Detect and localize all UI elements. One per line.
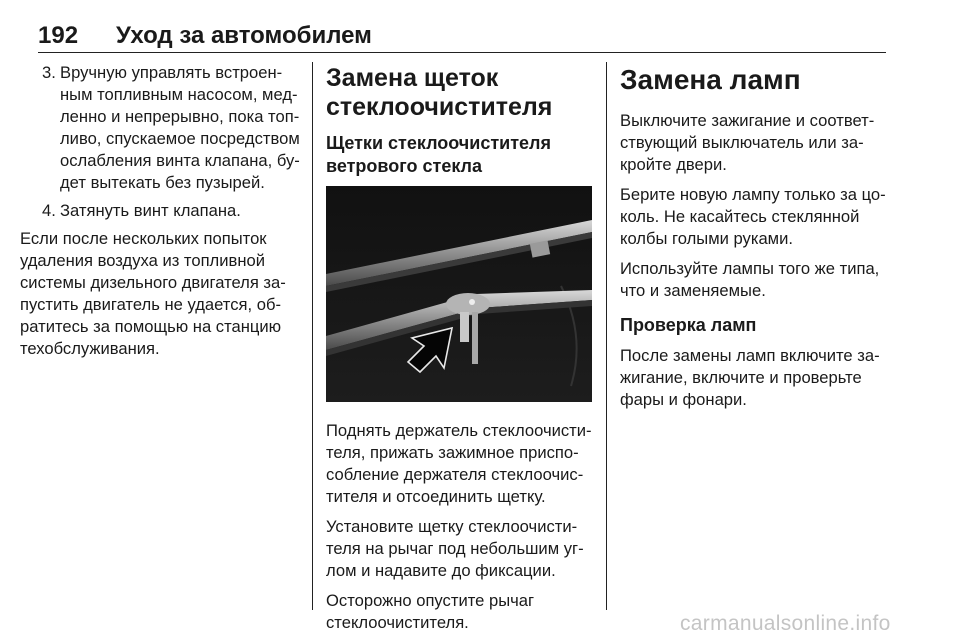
subheading-windshield-wipers: Щетки стеклоочистителя ветрового стекла	[326, 133, 551, 176]
wiper-blade-illustration-icon	[326, 186, 592, 402]
wiper-step-lower: Осторожно опустите рычаг стеклоочистителя.	[326, 591, 535, 632]
air-bleed-paragraph: Если после нескольких попыток удаления воздуха из топливной системы дизельного двигателя запустить двигатель не удается, обратитесь за помощью на станцию техобслуживания.	[20, 229, 286, 358]
bulb-check-paragraph: После замены ламп включите зажигание, включите и проверьте фары и фонари.	[620, 346, 880, 409]
bulb-step-handling: Берите новую лампу только за цоколь. Не касайтесь стеклянной колбы голыми руками.	[620, 185, 886, 248]
page-header	[38, 12, 886, 53]
column-divider-2	[606, 62, 607, 610]
section-heading-wipers: Замена щеток стеклоочистителя	[326, 64, 553, 121]
list-number: 4.	[42, 201, 56, 220]
wiper-step-remove: Поднять держатель стеклоочистителя, прижать зажимное приспособление держателя стеклоочистителя и отсоединить щетку.	[326, 421, 592, 506]
list-item-4	[20, 200, 302, 222]
section-heading-bulbs: Замена ламп	[620, 64, 801, 95]
list-text: Затянуть винт клапана.	[60, 201, 241, 220]
column-right	[620, 62, 890, 419]
list-text: Вручную управлять встроенным топливным насосом, медленно и непрерывно, пока топливо, спускаемое посредством ослабления винта клапана, будет вытекать без пузырей.	[60, 63, 300, 192]
column-middle	[326, 62, 594, 642]
bulb-step-type: Используйте лампы того же типа, что и заменяемые.	[620, 259, 880, 300]
running-title: Уход за автомобилем	[116, 22, 372, 49]
wiper-step-install: Установите щетку стеклоочистителя на рычаг под небольшим углом и надавите до фиксации.	[326, 517, 584, 580]
bulb-step-ignition: Выключите зажигание и соответствующий выключатель или закройте двери.	[620, 111, 875, 174]
watermark: carmanualsonline.info	[680, 612, 891, 635]
subheading-bulb-check: Проверка ламп	[620, 315, 757, 335]
page-number: 192	[38, 22, 79, 49]
list-item-3	[20, 62, 302, 194]
column-divider-1	[312, 62, 313, 610]
list-number: 3.	[42, 63, 56, 82]
column-left	[20, 62, 302, 360]
